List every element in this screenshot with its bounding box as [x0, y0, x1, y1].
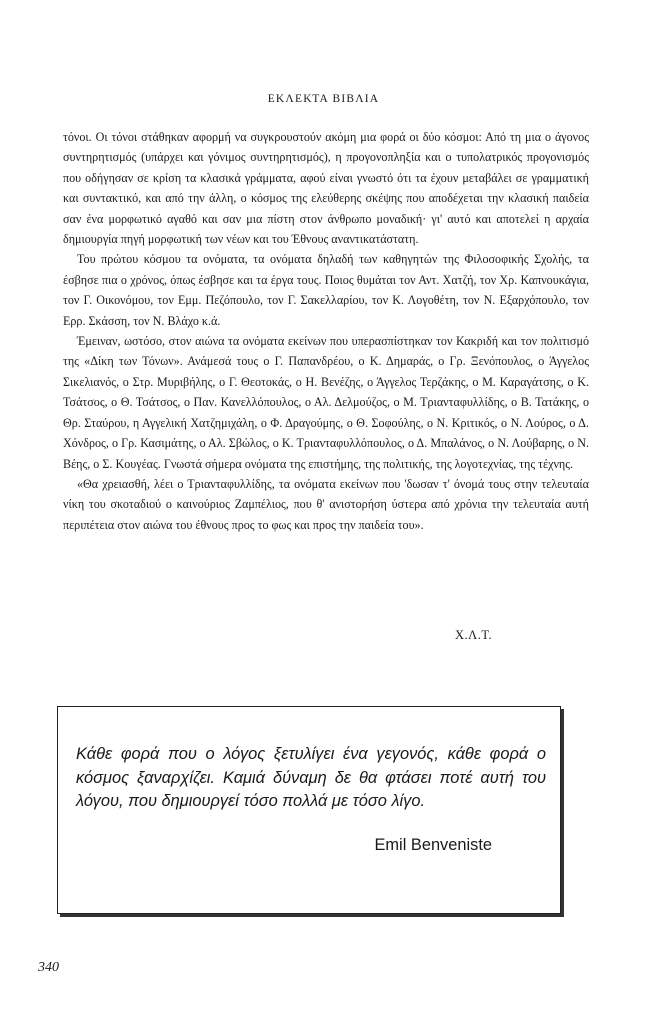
paragraph-1: τόνοι. Οι τόνοι στάθηκαν αφορμή να συγκρουστούν ακόμη μια φορά οι δύο κόσμοι: Από τη μια ο άγονος συντηρητισμός (υπάρχει και γόνιμος συντηρητισμός), η προγονοπληξία και ο τυπολατρικός προγονισμός που οδήγησαν σε κρίση τα κλασικά γράμματα, αφού είναι γνωστό ότι τα έχουν μεταβάλει σε γραμματική και συντακτικό, και από την άλλη, ο κόσμος της ελεύθερης σκέψης που αποδέχεται την κλασική παιδεία σαν ένα μορφωτικό αγαθό και σαν μια πίστη στον άνθρωπο μοναδική· γι' αυτό και αποτελεί η αρχαία δημιουργία πηγή μορφωτική των νέων και του Έθνους αναντικατάστατη. — [63, 130, 589, 247]
running-head: ΕΚΛΕΚΤΑ ΒΙΒΛΙΑ — [267, 93, 380, 105]
article-body — [63, 127, 589, 535]
quote-author: Emil Benveniste — [374, 836, 492, 854]
quote-box — [57, 706, 561, 914]
paragraph-3: Έμειναν, ωστόσο, στον αιώνα τα ονόματα εκείνων που υπερασπίστηκαν τον Κακριδή και τον πολιτισμό της «Δίκη των Τόνων». Ανάμεσά τους ο Γ. Παπανδρέου, ο Κ. Δημαράς, ο Γρ. Ξενόπουλος, ο Άγγελος Σικελιανός, ο Στρ. Μυριβήλης, ο Γ. Θεοτοκάς, ο Η. Βενέζης, ο Άγγελος Τερζάκης, ο Μ. Καραγάτσης, ο Κ. Τσάτσος, ο Θ. Τσάτσος, ο Παν. Κανελλόπουλος, ο Αλ. Δελμούζος, ο Μ. Τριανταφυλλίδης, ο Β. Τατάκης, ο Θρ. Σταύρου, η Αγγελική Χατζημιχάλη, ο Φ. Δραγούμης, ο Θ. Σοφούλης, ο Ν. Κριτικός, ο Ν. Λούρος, ο Δ. Χόνδρος, ο Γρ. Κασιμάτης, ο Αλ. Σβώλος, ο Κ. Τριανταφυλλόπουλος, ο Δ. Μπαλάνος, ο Ν. Λούβαρης, ο Ν. Βέης, ο Σ. Κουγέας. Γνωστά σήμερα ονόματα της επιστήμης, της πολιτικής, της λογοτεχνίας, της τέχνης. — [63, 334, 589, 471]
page-number: 340 — [38, 960, 59, 975]
paragraph-4: «Θα χρειασθή, λέει ο Τριανταφυλλίδης, τα ονόματα εκείνων που 'δωσαν τ' όνομά τους στην τελευταία νίκη του σκοταδιού ο καινούριος Ζαμπέλιος, που θ' ανιστορήση ύστερα από χρόνια την τελευταία αυτή περιπέτεια στον αιώνα του έθνους προς το φως και προς την παιδεία του». — [63, 476, 589, 532]
author-initials: Χ.Λ.Τ. — [455, 628, 493, 642]
quote-text: Κάθε φορά που ο λόγος ξετυλίγει ένα γεγονός, κάθε φορά ο κόσμος ξαναρχίζει. Καμιά δύναμη δε θα φτάσει ποτέ αυτή του λόγου, που δημιουργεί τόσο πολλά με τόσο λίγο. — [76, 745, 546, 811]
paragraph-2: Του πρώτου κόσμου τα ονόματα, τα ονόματα δηλαδή των καθηγητών της Φιλοσοφικής Σχολής, τα έσβησε πια ο χρόνος, όπως έσβησε και τα έργα τους. Ποιος θυμάται τον Αντ. Χατζή, τον Χρ. Καπνουκάγια, τον Γ. Οικονόμου, τον Εμμ. Πεζόπουλο, τον Γ. Σακελλαρίου, τον Κ. Λογοθέτη, τον Ν. Εξαρχόπουλο, τον Ερρ. Σκάσση, τον Ν. Βλάχο κ.ά. — [63, 252, 589, 328]
